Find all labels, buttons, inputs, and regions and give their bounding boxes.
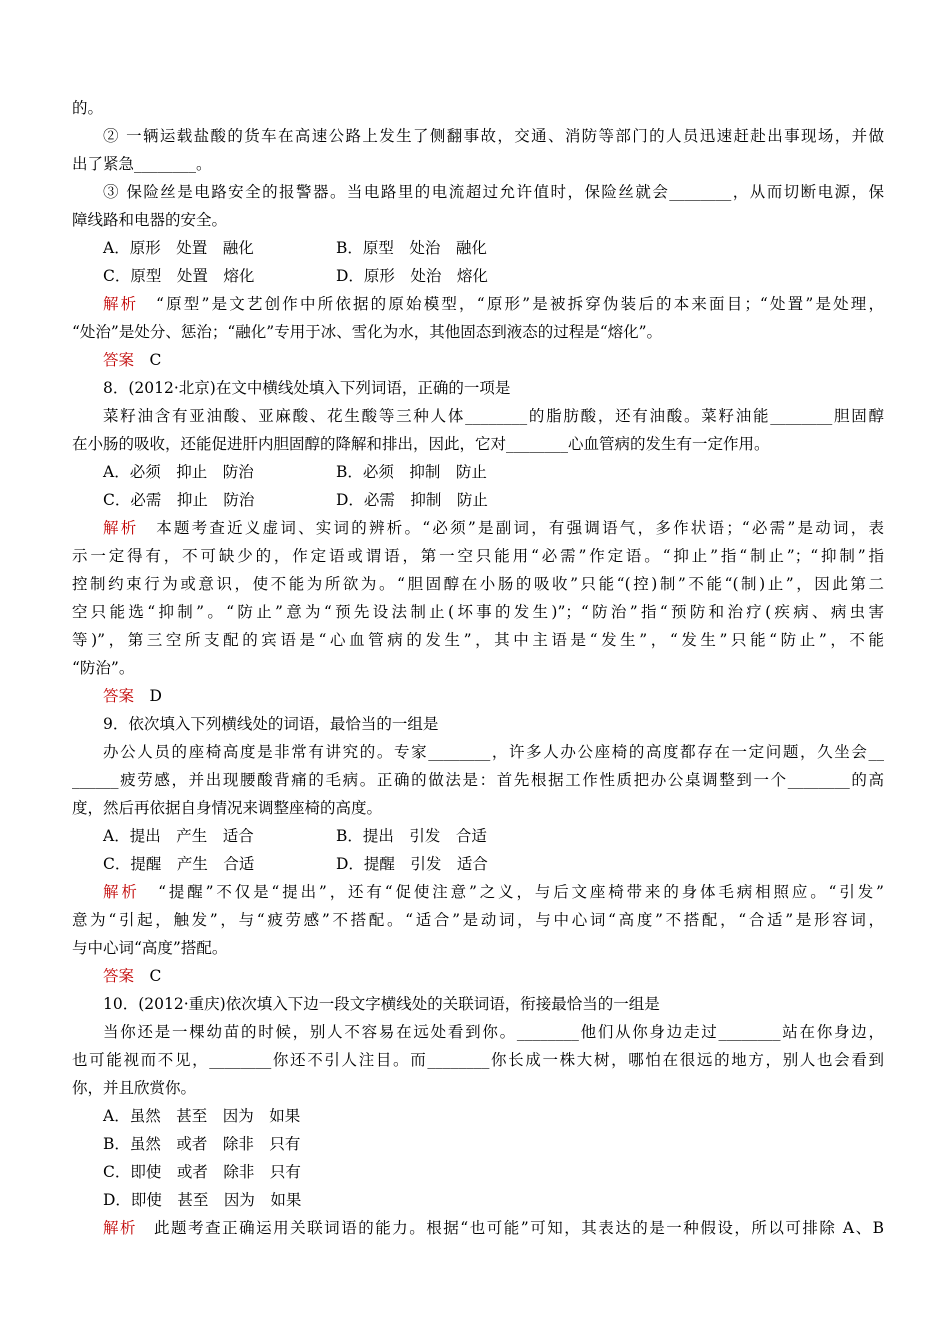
question-passage: 菜籽油含有亚油酸、亚麻酸、花生酸等三种人体________的脂肪酸，还有油酸。菜籽油能________胆固醇 xyxy=(103,407,884,425)
option-c: C．必需 抑止 防治 xyxy=(103,491,255,509)
question-passage: 当你还是一棵幼苗的时候，别人不容易在远处看到你。________他们从你身边走过________站在你身边， xyxy=(103,1023,884,1041)
question-title: 8．(2012·北京)在文中横线处填入下列词语，正确的一项是 xyxy=(103,379,511,397)
option-d: D．即使 甚至 因为 如果 xyxy=(103,1191,302,1209)
analysis-label: 解析 xyxy=(103,295,139,313)
text-line: 控制约束行为或意识，使不能为所欲为。“胆固醇在小肠的吸收”只能“(控)制”不能“(制)止”，因此第二 xyxy=(72,575,884,593)
analysis-text: 此题考查正确运用关联词语的能力。根据“也可能”可知，其表达的是一种假设，所以可排除 A、B xyxy=(137,1219,884,1237)
text-line: “处治”是处分、惩治；“融化”专用于冰、雪化为水，其他固态到液态的过程是“熔化”。 xyxy=(72,323,663,341)
text-line: 也可能视而不见，________你还不引人注目。而________你长成一株大树，哪怕在很远的地方，别人也会看到 xyxy=(72,1051,884,1069)
option-a: A．原形 处置 融化 xyxy=(103,239,254,257)
text-line: 你，并且欣赏你。 xyxy=(72,1079,197,1097)
option-a: A．提出 产生 适合 xyxy=(103,827,254,845)
option-c: C．即使 或者 除非 只有 xyxy=(103,1163,301,1181)
option-b: B．虽然 或者 除非 只有 xyxy=(103,1135,301,1153)
question-title: 10．(2012·重庆)依次填入下边一段文字横线处的关联词语，衔接最恰当的一组是 xyxy=(103,995,660,1013)
analysis-text: “提醒”不仅是“提出”，还有“促使注意”之义，与后文座椅带来的身体毛病相照应。“引发” xyxy=(139,883,884,901)
text-line: 空只能选“抑制”。“防止”意为“预先设法制止(坏事的发生)”；“防治”指“预防和治疗(疾病、病虫害 xyxy=(72,603,884,621)
text-line: 等)”，第三空所支配的宾语是“心血管病的发生”，其中主语是“发生”，“发生”只能“防止”，不能 xyxy=(72,631,884,649)
question-passage: 办公人员的座椅高度是非常有讲究的。专家________，许多人办公座椅的高度都存在一定问题，久坐会__ xyxy=(103,743,884,761)
analysis-text: “原型”是文艺创作中所依据的原始模型，“原形”是被拆穿伪装后的本来面目；“处置”是处理， xyxy=(138,295,884,313)
analysis-label: 解析 xyxy=(103,519,139,537)
analysis-line xyxy=(103,290,884,318)
answer-line xyxy=(103,346,884,374)
text-line: 障线路和电器的安全。 xyxy=(72,211,228,229)
text-line: 意为“引起，触发”，与“疲劳感”不搭配。“适合”是动词，与中心词“高度”不搭配，“合适”是形容词， xyxy=(72,911,884,929)
option-b: B．原型 处治 融化 xyxy=(336,239,487,257)
option-d: D．原形 处治 熔化 xyxy=(336,267,488,285)
option-a: A．虽然 甚至 因为 如果 xyxy=(103,1107,301,1125)
answer-label: 答案 xyxy=(103,351,135,369)
answer-line xyxy=(103,682,884,710)
text-line: 示一定得有，不可缺少的，作定语或谓语，第一空只能用“必需”作定语。“抑止”指“制止”；“抑制”指 xyxy=(72,547,884,565)
option-c: C．原型 处置 熔化 xyxy=(103,267,255,285)
answer-label: 答案 xyxy=(103,687,135,705)
answer-label: 答案 xyxy=(103,967,135,985)
question-item-3: ③ 保险丝是电路安全的报警器。当电路里的电流超过允许值时，保险丝就会________，从而切断电源，保 xyxy=(103,183,884,201)
option-d: D．提醒 引发 适合 xyxy=(336,855,488,873)
text-line: 与中心词“高度”搭配。 xyxy=(72,939,228,957)
analysis-line xyxy=(103,1214,884,1242)
question-item-2: ② 一辆运载盐酸的货车在高速公路上发生了侧翻事故，交通、消防等部门的人员迅速赶赴出事现场，并做 xyxy=(103,127,884,145)
answer-value: C xyxy=(134,351,162,369)
option-b: B．必须 抑制 防止 xyxy=(336,463,487,481)
text-line: “防治”。 xyxy=(72,659,135,677)
text-line: 在小肠的吸收，还能促进肝内胆固醇的降解和排出，因此，它对________心血管病的发生有一定作用。 xyxy=(72,435,770,453)
text-line: ______疲劳感，并出现腰酸背痛的毛病。正确的做法是：首先根据工作性质把办公桌调整到一个________的高 xyxy=(72,771,884,789)
analysis-line xyxy=(103,514,884,542)
option-b: B．提出 引发 合适 xyxy=(336,827,487,845)
option-a: A．必须 抑止 防治 xyxy=(103,463,254,481)
analysis-text: 本题考查近义虚词、实词的辨析。“必须”是副词，有强调语气，多作状语；“必需”是动词，表 xyxy=(138,519,884,537)
text-line: 出了紧急________。 xyxy=(72,155,212,173)
text-line: 的。 xyxy=(72,99,104,117)
analysis-label: 解析 xyxy=(103,883,140,901)
text-line: 度，然后再依据自身情况来调整座椅的高度。 xyxy=(72,799,383,817)
question-title: 9．依次填入下列横线处的词语，最恰当的一组是 xyxy=(103,715,439,733)
analysis-line xyxy=(103,878,884,906)
answer-line xyxy=(103,962,884,990)
answer-value: D xyxy=(134,687,162,705)
analysis-label: 解析 xyxy=(103,1219,138,1237)
option-d: D．必需 抑制 防止 xyxy=(336,491,488,509)
answer-value: C xyxy=(134,967,162,985)
option-c: C．提醒 产生 合适 xyxy=(103,855,255,873)
